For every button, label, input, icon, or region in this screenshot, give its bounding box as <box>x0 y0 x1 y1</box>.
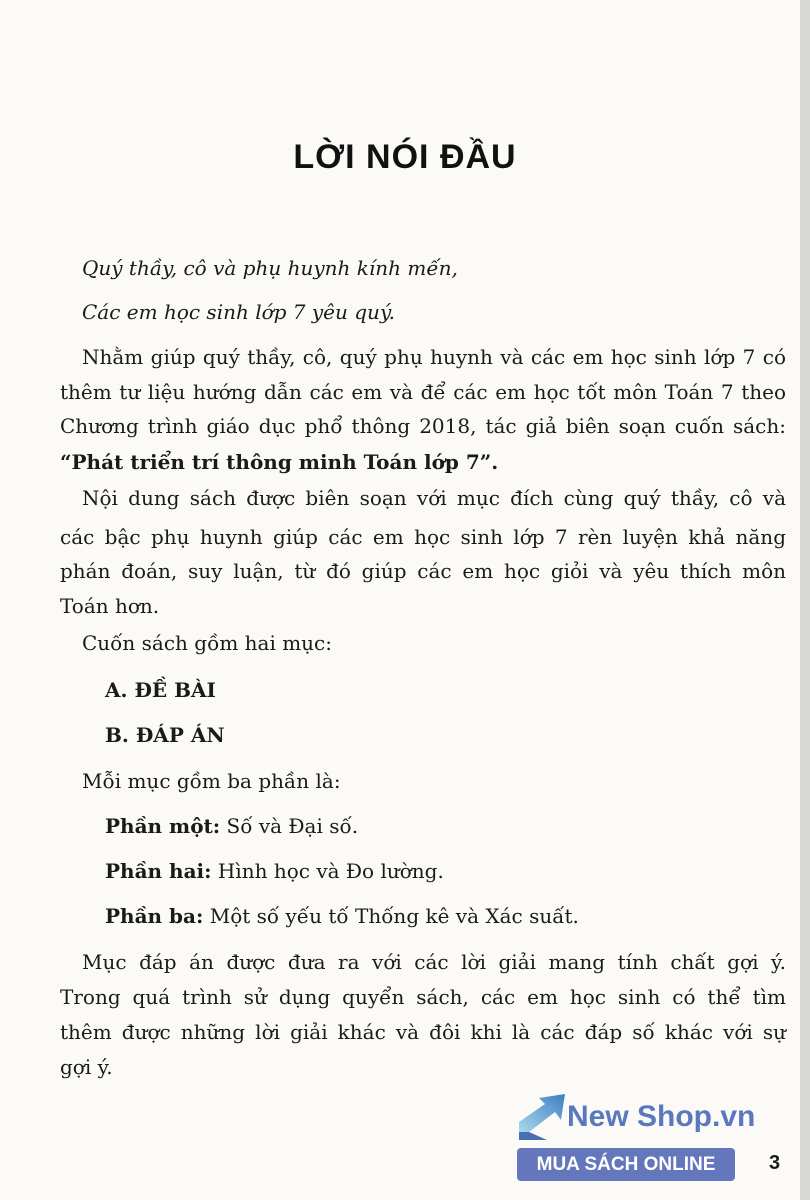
arrow-logo-icon <box>517 1092 569 1144</box>
part-text: Số và Đại số. <box>220 814 359 838</box>
paragraph-line: Mục đáp án được đưa ra với các lời giải mang tính chất gợi ý. <box>82 950 786 974</box>
paragraph-line: gợi ý. <box>60 1055 113 1079</box>
part-text: Một số yếu tố Thống kê và Xác suất. <box>203 904 579 928</box>
paragraph-line: các bậc phụ huynh giúp các em học sinh lớp 7 rèn luyện khả năng <box>60 525 786 549</box>
book-title: “Phát triển trí thông minh Toán lớp 7”. <box>60 450 499 474</box>
greeting-line: Quý thầy, cô và phụ huynh kính mến, <box>82 256 458 280</box>
part-label: Phần hai: <box>105 859 212 883</box>
paragraph-line: Nội dung sách được biên soạn với mục đích cùng quý thầy, cô và <box>82 486 786 510</box>
part-one <box>105 813 358 839</box>
part-label: Phần một: <box>105 814 221 838</box>
paragraph-line: Trong quá trình sử dụng quyển sách, các em học sinh có thể tìm <box>60 985 786 1009</box>
brand-logo-text: New Shop.vn <box>567 1100 756 1133</box>
sections-intro: Cuốn sách gồm hai mục: <box>82 631 332 655</box>
page-edge <box>800 0 810 1200</box>
paragraph-line: phán đoán, suy luận, từ đó giúp các em học giỏi và yêu thích môn <box>60 559 786 583</box>
paragraph-line: Toán hơn. <box>60 594 160 618</box>
paragraph-line: thêm tư liệu hướng dẫn các em và để các em học tốt môn Toán 7 theo <box>60 380 786 404</box>
section-b: B. ĐÁP ÁN <box>105 723 225 747</box>
section-a: A. ĐỀ BÀI <box>105 678 216 702</box>
part-text: Hình học và Đo lường. <box>211 859 444 883</box>
paragraph-line: thêm được những lời giải khác và đôi khi là các đáp số khác với sự <box>60 1020 786 1044</box>
tagline-badge: MUA SÁCH ONLINE <box>517 1148 735 1181</box>
paragraph-line: Nhằm giúp quý thầy, cô, quý phụ huynh và các em học sinh lớp 7 có <box>82 345 786 369</box>
page-number: 3 <box>769 1152 781 1174</box>
part-three <box>105 903 579 929</box>
part-label: Phần ba: <box>105 904 204 928</box>
paragraph-line: Chương trình giáo dục phổ thông 2018, tác giả biên soạn cuốn sách: <box>60 414 786 438</box>
part-two <box>105 858 444 884</box>
parts-intro: Mỗi mục gồm ba phần là: <box>82 769 341 793</box>
greeting-line: Các em học sinh lớp 7 yêu quý. <box>82 300 395 324</box>
page-title: LỜI NÓI ĐẦU <box>293 138 517 176</box>
